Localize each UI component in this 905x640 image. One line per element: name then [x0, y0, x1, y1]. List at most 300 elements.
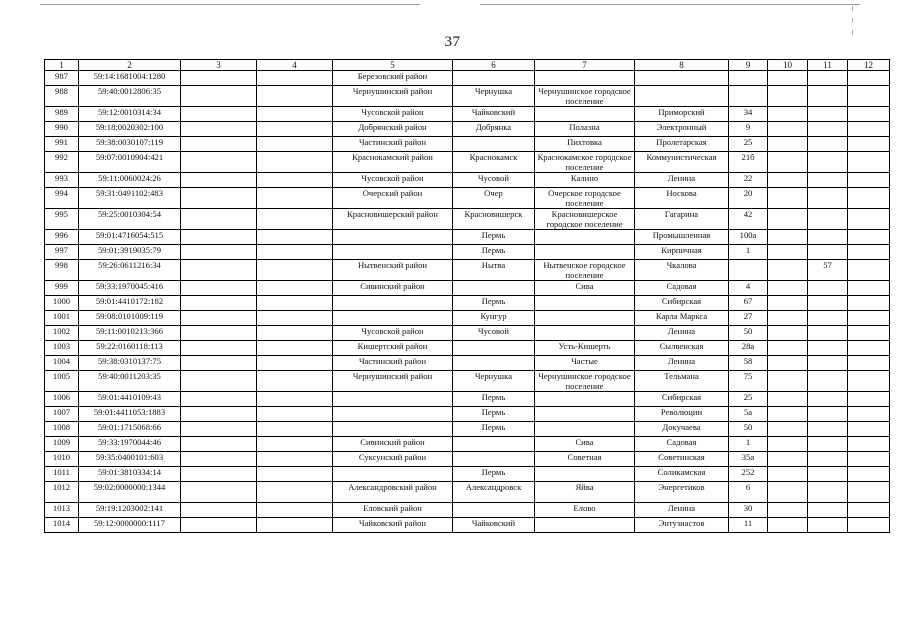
col12-cell	[848, 452, 890, 467]
table-row	[45, 122, 890, 137]
col3-cell	[181, 137, 257, 152]
town-cell: Александровск	[453, 482, 535, 503]
cadastral-number-cell: 59:38:0310137:75	[79, 356, 181, 371]
col4-cell	[257, 341, 333, 356]
col10-cell	[768, 260, 808, 281]
col11-cell	[808, 209, 848, 230]
settlement-cell: Советная	[535, 452, 635, 467]
col12-cell	[848, 467, 890, 482]
col10-cell	[768, 371, 808, 392]
district-cell	[333, 422, 453, 437]
col3-cell	[181, 296, 257, 311]
col10-cell	[768, 422, 808, 437]
col3-cell	[181, 152, 257, 173]
col10-cell	[768, 452, 808, 467]
col12-cell	[848, 371, 890, 392]
town-cell: Краснокамск	[453, 152, 535, 173]
district-cell: Чусовской район	[333, 107, 453, 122]
col12-cell	[848, 356, 890, 371]
col10-cell	[768, 311, 808, 326]
col4-cell	[257, 392, 333, 407]
house-cell: 5а	[729, 407, 768, 422]
cadastral-number-cell: 59:31:0491102:483	[79, 188, 181, 209]
col3-cell	[181, 326, 257, 341]
col4-cell	[257, 437, 333, 452]
town-cell	[453, 503, 535, 518]
col10-cell	[768, 86, 808, 107]
settlement-cell	[535, 407, 635, 422]
col3-cell	[181, 356, 257, 371]
house-cell: 50	[729, 422, 768, 437]
cadastral-number-cell: 59:01:4411053:1883	[79, 407, 181, 422]
col4-cell	[257, 326, 333, 341]
column-header: 7	[535, 60, 635, 71]
col10-cell	[768, 503, 808, 518]
table-row	[45, 260, 890, 281]
row-number-cell: 990	[45, 122, 79, 137]
house-cell: 25	[729, 392, 768, 407]
town-cell	[453, 281, 535, 296]
district-cell: Краснокамский район	[333, 152, 453, 173]
table-row	[45, 188, 890, 209]
street-cell: Пролетарская	[635, 137, 729, 152]
district-cell: Сивинский район	[333, 437, 453, 452]
row-number-cell: 995	[45, 209, 79, 230]
col11-cell	[808, 392, 848, 407]
street-cell: Гагарина	[635, 209, 729, 230]
col12-cell	[848, 296, 890, 311]
street-cell: Сибирская	[635, 296, 729, 311]
col4-cell	[257, 230, 333, 245]
table-row	[45, 518, 890, 533]
cadastral-number-cell: 59:40:0012806:35	[79, 86, 181, 107]
district-cell: Чайковский район	[333, 518, 453, 533]
house-cell: 1	[729, 437, 768, 452]
col12-cell	[848, 260, 890, 281]
col3-cell	[181, 209, 257, 230]
col10-cell	[768, 245, 808, 260]
settlement-cell: Калино	[535, 173, 635, 188]
col3-cell	[181, 467, 257, 482]
col11-cell	[808, 311, 848, 326]
house-cell: 22	[729, 173, 768, 188]
table-row	[45, 86, 890, 107]
street-cell: Ленина	[635, 356, 729, 371]
col3-cell	[181, 173, 257, 188]
col11-cell	[808, 296, 848, 311]
table-row	[45, 230, 890, 245]
street-cell: Коммунистическая	[635, 152, 729, 173]
cadastral-number-cell: 59:11:0060024:26	[79, 173, 181, 188]
col3-cell	[181, 281, 257, 296]
col4-cell	[257, 452, 333, 467]
column-header: 1	[45, 60, 79, 71]
row-number-cell: 1000	[45, 296, 79, 311]
col4-cell	[257, 137, 333, 152]
col10-cell	[768, 230, 808, 245]
settlement-cell	[535, 422, 635, 437]
house-cell: 9	[729, 122, 768, 137]
street-cell: Садовая	[635, 281, 729, 296]
cadastral-number-cell: 59:02:0000000:1344	[79, 482, 181, 503]
street-cell: Носкова	[635, 188, 729, 209]
town-cell	[453, 452, 535, 467]
row-number-cell: 997	[45, 245, 79, 260]
col3-cell	[181, 518, 257, 533]
table-row	[45, 452, 890, 467]
cadastral-number-cell: 59:40:0011203:35	[79, 371, 181, 392]
street-cell: Сылвенская	[635, 341, 729, 356]
column-header: 9	[729, 60, 768, 71]
cadastral-number-cell: 59:11:0010213:366	[79, 326, 181, 341]
col4-cell	[257, 152, 333, 173]
col12-cell	[848, 107, 890, 122]
column-header: 2	[79, 60, 181, 71]
settlement-cell: Нытвенское городское поселение	[535, 260, 635, 281]
house-cell: 35а	[729, 452, 768, 467]
house-cell	[729, 260, 768, 281]
col4-cell	[257, 245, 333, 260]
col12-cell	[848, 518, 890, 533]
house-cell: 58	[729, 356, 768, 371]
street-cell	[635, 71, 729, 86]
col10-cell	[768, 326, 808, 341]
settlement-cell: Елово	[535, 503, 635, 518]
settlement-cell: Чернушинское городское поселение	[535, 371, 635, 392]
street-cell: Ленина	[635, 326, 729, 341]
cadastral-number-cell: 59:25:0010304:54	[79, 209, 181, 230]
table-row	[45, 209, 890, 230]
house-cell: 75	[729, 371, 768, 392]
table-row	[45, 437, 890, 452]
col3-cell	[181, 371, 257, 392]
row-number-cell: 1007	[45, 407, 79, 422]
row-number-cell: 1010	[45, 452, 79, 467]
town-cell: Пермь	[453, 392, 535, 407]
street-cell: Соликамская	[635, 467, 729, 482]
street-cell: Промышленная	[635, 230, 729, 245]
cadastral-number-cell: 59:12:0010314:34	[79, 107, 181, 122]
district-cell	[333, 392, 453, 407]
cadastral-number-cell: 59:01:4410109:43	[79, 392, 181, 407]
cadastral-number-cell: 59:01:1715068:66	[79, 422, 181, 437]
col10-cell	[768, 341, 808, 356]
col12-cell	[848, 152, 890, 173]
house-cell: 1	[729, 245, 768, 260]
house-cell: 30	[729, 503, 768, 518]
settlement-cell	[535, 311, 635, 326]
town-cell: Чусовой	[453, 326, 535, 341]
table-row	[45, 482, 890, 503]
col12-cell	[848, 209, 890, 230]
col3-cell	[181, 452, 257, 467]
row-number-cell: 1012	[45, 482, 79, 503]
col4-cell	[257, 422, 333, 437]
column-header: 8	[635, 60, 729, 71]
row-number-cell: 1008	[45, 422, 79, 437]
district-cell: Александровский район	[333, 482, 453, 503]
row-number-cell: 1009	[45, 437, 79, 452]
table-row	[45, 371, 890, 392]
house-cell: 100а	[729, 230, 768, 245]
house-cell: 42	[729, 209, 768, 230]
row-number-cell: 1014	[45, 518, 79, 533]
street-cell: Садовая	[635, 437, 729, 452]
street-cell: Чкалова	[635, 260, 729, 281]
column-header: 12	[848, 60, 890, 71]
col12-cell	[848, 326, 890, 341]
district-cell: Чернушинский район	[333, 86, 453, 107]
town-cell: Нытва	[453, 260, 535, 281]
col11-cell	[808, 281, 848, 296]
row-number-cell: 999	[45, 281, 79, 296]
col12-cell	[848, 392, 890, 407]
col10-cell	[768, 71, 808, 86]
street-cell: Приморский	[635, 107, 729, 122]
col10-cell	[768, 137, 808, 152]
town-cell: Пермь	[453, 422, 535, 437]
town-cell	[453, 437, 535, 452]
cadastral-number-cell: 59:26:0611216:34	[79, 260, 181, 281]
street-cell: Докучаева	[635, 422, 729, 437]
edge-mark	[852, 6, 853, 11]
table-row	[45, 152, 890, 173]
col4-cell	[257, 71, 333, 86]
house-cell: 21б	[729, 152, 768, 173]
col4-cell	[257, 311, 333, 326]
town-cell: Пермь	[453, 296, 535, 311]
col10-cell	[768, 188, 808, 209]
settlement-cell	[535, 518, 635, 533]
district-cell	[333, 245, 453, 260]
col12-cell	[848, 341, 890, 356]
town-cell: Пермь	[453, 245, 535, 260]
col11-cell	[808, 503, 848, 518]
settlement-cell	[535, 230, 635, 245]
row-number-cell: 998	[45, 260, 79, 281]
col10-cell	[768, 173, 808, 188]
col4-cell	[257, 467, 333, 482]
settlement-cell: Частые	[535, 356, 635, 371]
table-row	[45, 173, 890, 188]
row-number-cell: 988	[45, 86, 79, 107]
district-cell	[333, 230, 453, 245]
col3-cell	[181, 107, 257, 122]
col4-cell	[257, 260, 333, 281]
col11-cell	[808, 371, 848, 392]
col10-cell	[768, 281, 808, 296]
house-cell: 27	[729, 311, 768, 326]
town-cell: Кунгур	[453, 311, 535, 326]
settlement-cell: Краснокамское городское поселение	[535, 152, 635, 173]
table-row	[45, 71, 890, 86]
col11-cell	[808, 422, 848, 437]
col12-cell	[848, 503, 890, 518]
street-cell: Тельмана	[635, 371, 729, 392]
table-row	[45, 107, 890, 122]
col3-cell	[181, 437, 257, 452]
col3-cell	[181, 503, 257, 518]
col10-cell	[768, 392, 808, 407]
col12-cell	[848, 86, 890, 107]
town-cell: Чусовой	[453, 173, 535, 188]
col10-cell	[768, 407, 808, 422]
register-table	[44, 59, 890, 533]
district-cell: Чусовской район	[333, 173, 453, 188]
cadastral-number-cell: 59:12:0000000:1117	[79, 518, 181, 533]
col11-cell	[808, 356, 848, 371]
house-cell: 11	[729, 518, 768, 533]
column-header: 3	[181, 60, 257, 71]
town-cell: Пермь	[453, 407, 535, 422]
row-number-cell: 1002	[45, 326, 79, 341]
col12-cell	[848, 245, 890, 260]
table-row	[45, 137, 890, 152]
col11-cell	[808, 518, 848, 533]
district-cell: Добрянский район	[333, 122, 453, 137]
row-number-cell: 993	[45, 173, 79, 188]
district-cell: Частинский район	[333, 137, 453, 152]
col4-cell	[257, 209, 333, 230]
col12-cell	[848, 137, 890, 152]
settlement-cell	[535, 245, 635, 260]
table-row	[45, 311, 890, 326]
town-cell: Очер	[453, 188, 535, 209]
district-cell	[333, 296, 453, 311]
district-cell: Красновишерский район	[333, 209, 453, 230]
cadastral-number-cell: 59:38:0030107:119	[79, 137, 181, 152]
settlement-cell	[535, 392, 635, 407]
cadastral-number-cell: 59:33:1970044:46	[79, 437, 181, 452]
table-row	[45, 296, 890, 311]
column-header: 5	[333, 60, 453, 71]
town-cell: Чайковский	[453, 107, 535, 122]
house-cell	[729, 86, 768, 107]
edge-mark	[852, 18, 853, 23]
col10-cell	[768, 122, 808, 137]
col11-cell	[808, 86, 848, 107]
house-cell: 50	[729, 326, 768, 341]
row-number-cell: 1001	[45, 311, 79, 326]
column-header: 11	[808, 60, 848, 71]
row-number-cell: 1011	[45, 467, 79, 482]
col11-cell	[808, 407, 848, 422]
col4-cell	[257, 503, 333, 518]
row-number-cell: 992	[45, 152, 79, 173]
column-header: 4	[257, 60, 333, 71]
table-row	[45, 281, 890, 296]
cadastral-number-cell: 59:19:1203002:141	[79, 503, 181, 518]
col12-cell	[848, 188, 890, 209]
street-cell: Ленина	[635, 503, 729, 518]
col3-cell	[181, 86, 257, 107]
house-cell: 6	[729, 482, 768, 503]
street-cell: Сибирская	[635, 392, 729, 407]
settlement-cell: Полазна	[535, 122, 635, 137]
row-number-cell: 1013	[45, 503, 79, 518]
table-row	[45, 341, 890, 356]
district-cell: Очерский район	[333, 188, 453, 209]
col12-cell	[848, 230, 890, 245]
col3-cell	[181, 482, 257, 503]
street-cell: Советинская	[635, 452, 729, 467]
district-cell	[333, 311, 453, 326]
column-header: 10	[768, 60, 808, 71]
col11-cell	[808, 71, 848, 86]
col10-cell	[768, 467, 808, 482]
house-cell: 34	[729, 107, 768, 122]
street-cell: Карла Маркса	[635, 311, 729, 326]
col4-cell	[257, 518, 333, 533]
col3-cell	[181, 422, 257, 437]
col11-cell	[808, 326, 848, 341]
house-cell: 28а	[729, 341, 768, 356]
col11-cell	[808, 107, 848, 122]
settlement-cell: Красновишерское городское поселение	[535, 209, 635, 230]
col4-cell	[257, 296, 333, 311]
page-number: 37	[444, 34, 461, 50]
settlement-cell: Сива	[535, 437, 635, 452]
table-row	[45, 245, 890, 260]
district-cell	[333, 407, 453, 422]
town-cell: Чайковский	[453, 518, 535, 533]
town-cell: Чернушка	[453, 371, 535, 392]
town-cell	[453, 71, 535, 86]
col3-cell	[181, 71, 257, 86]
street-cell: Ленина	[635, 173, 729, 188]
col4-cell	[257, 371, 333, 392]
house-cell: 4	[729, 281, 768, 296]
cadastral-number-cell: 59:35:0400101:603	[79, 452, 181, 467]
town-cell: Добрянка	[453, 122, 535, 137]
row-number-cell: 1004	[45, 356, 79, 371]
cadastral-number-cell: 59:33:1970045:416	[79, 281, 181, 296]
street-cell: Электронный	[635, 122, 729, 137]
settlement-cell	[535, 296, 635, 311]
col10-cell	[768, 296, 808, 311]
col12-cell	[848, 422, 890, 437]
settlement-cell	[535, 467, 635, 482]
cadastral-number-cell: 59:08:0101009:119	[79, 311, 181, 326]
col3-cell	[181, 122, 257, 137]
settlement-cell: Усть-Кишерть	[535, 341, 635, 356]
town-cell	[453, 137, 535, 152]
col10-cell	[768, 209, 808, 230]
house-cell: 25	[729, 137, 768, 152]
town-cell	[453, 356, 535, 371]
col12-cell	[848, 173, 890, 188]
district-cell: Кишертский район	[333, 341, 453, 356]
col4-cell	[257, 122, 333, 137]
col10-cell	[768, 437, 808, 452]
col4-cell	[257, 356, 333, 371]
settlement-cell	[535, 107, 635, 122]
col3-cell	[181, 392, 257, 407]
settlement-cell: Яйва	[535, 482, 635, 503]
top-rule-left	[40, 4, 420, 5]
district-cell: Березовский район	[333, 71, 453, 86]
col11-cell	[808, 173, 848, 188]
col4-cell	[257, 188, 333, 209]
table-row	[45, 422, 890, 437]
cadastral-number-cell: 59:22:0160118:113	[79, 341, 181, 356]
col4-cell	[257, 173, 333, 188]
col3-cell	[181, 407, 257, 422]
col12-cell	[848, 482, 890, 503]
col12-cell	[848, 281, 890, 296]
cadastral-number-cell: 59:01:3810334:14	[79, 467, 181, 482]
house-cell	[729, 71, 768, 86]
